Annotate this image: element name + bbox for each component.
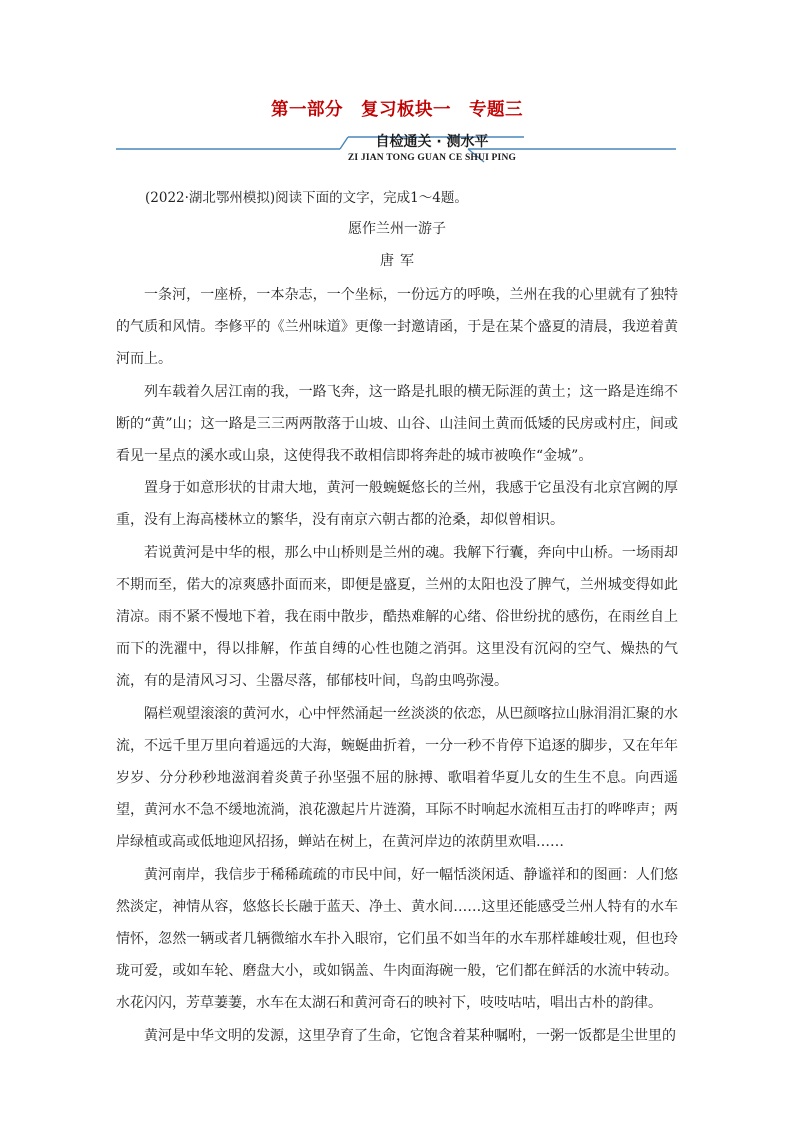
paragraph: 置身于如意形状的甘肃大地，黄河一般蜿蜒悠长的兰州，我感于它虽没有北京宫阙的厚重，没有上海高楼林立的繁华，没有南京六朝古都的沧桑，却似曾相识。 <box>116 480 678 529</box>
paragraph: 黄河南岸，我信步于稀稀疏疏的市民中间，好一幅恬淡闲适、静谧祥和的图画：人们悠然淡定，神情从容，悠悠长长融于蓝天、净土、黄水间……这里还能感受兰州人特有的水车情怀，忽然一辆或者几辆微缩水车扑入眼帘，它们虽不如当年的水车那样雄峻壮观，但也玲珑可爱，或如车轮、磨盘大小，或如锅盖、牛肉面海碗一般，它们都在鲜活的水流中转动。水花闪闪，芳草萋萋，水车在太湖石和黄河奇石的映衬下，吱吱咕咕，唱出古朴的韵律。 <box>116 866 678 1012</box>
paragraph: 若说黄河是中华的根，那么中山桥则是兰州的魂。我解下行囊，奔向中山桥。一场雨却不期而至，偌大的凉爽感扑面而来，即便是盛夏，兰州的太阳也没了脾气，兰州城变得如此清凉。雨不紧不慢地下着，我在雨中散步，酷热难解的心绪、俗世纷扰的感伤，在雨丝自上而下的洗濯中，得以排解，作茧自缚的心性也随之消弭。这里没有沉闷的空气、燥热的气流，有的是清风习习、尘嚣尽落，郁郁枝叶间，鸟韵虫鸣弥漫。 <box>116 544 678 690</box>
banner-pinyin: ZI JIAN TONG GUAN CE SHUI PING <box>347 153 517 163</box>
article-author: 唐军 <box>380 253 420 269</box>
article-title: 愿作兰州一游子 <box>348 221 446 237</box>
page-title: 第一部分 复习板块一 专题三 <box>271 100 523 120</box>
paragraph: 隔栏观望滚滚的黄河水，心中怦然涌起一丝淡淡的依恋，从巴颜喀拉山脉涓涓汇聚的水流，不远千里万里向着遥远的大海，蜿蜒曲折着，一分一秒不肯停下追逐的脚步，又在年年岁岁、分分秒秒地滋润着炎黄子孙坚强不屈的脉搏、歌唱着华夏儿女的生生不息。向西遥望，黄河水不急不缓地流淌，浪花激起片片涟漪，耳际不时响起水流相互击打的哗哗声；两岸绿植或高或低地迎风招扬，蝉站在树上，在黄河岸边的浓荫里欢唱…… <box>116 705 678 851</box>
article-body <box>116 279 678 1052</box>
question-source-line: (2022·湖北鄂州模拟)阅读下面的文字，完成1～4题。 <box>145 190 468 206</box>
banner-title: 自检通关 · 测水平 <box>375 134 489 150</box>
paragraph: 一条河，一座桥，一本杂志，一个坐标，一份远方的呼唤，兰州在我的心里就有了独特的气质和风情。李修平的《兰州味道》更像一封邀请函，于是在某个盛夏的清晨，我逆着黄河而上。 <box>116 287 678 368</box>
paragraph: 黄河是中华文明的发源，这里孕育了生命，它饱含着某种嘱咐，一粥一饭都是尘世里的 <box>144 1027 676 1044</box>
paragraph: 列车载着久居江南的我，一路飞奔，这一路是扎眼的横无际涯的黄土；这一路是连绵不断的“黄”山；这一路是三三两两散落于山坡、山谷、山洼间土黄而低矮的民房或村庄，间或看见一星点的溪水或山泉，这使得我不敢相信即将奔赴的城市被唤作“金城”。 <box>116 383 678 465</box>
section-banner <box>116 132 676 172</box>
